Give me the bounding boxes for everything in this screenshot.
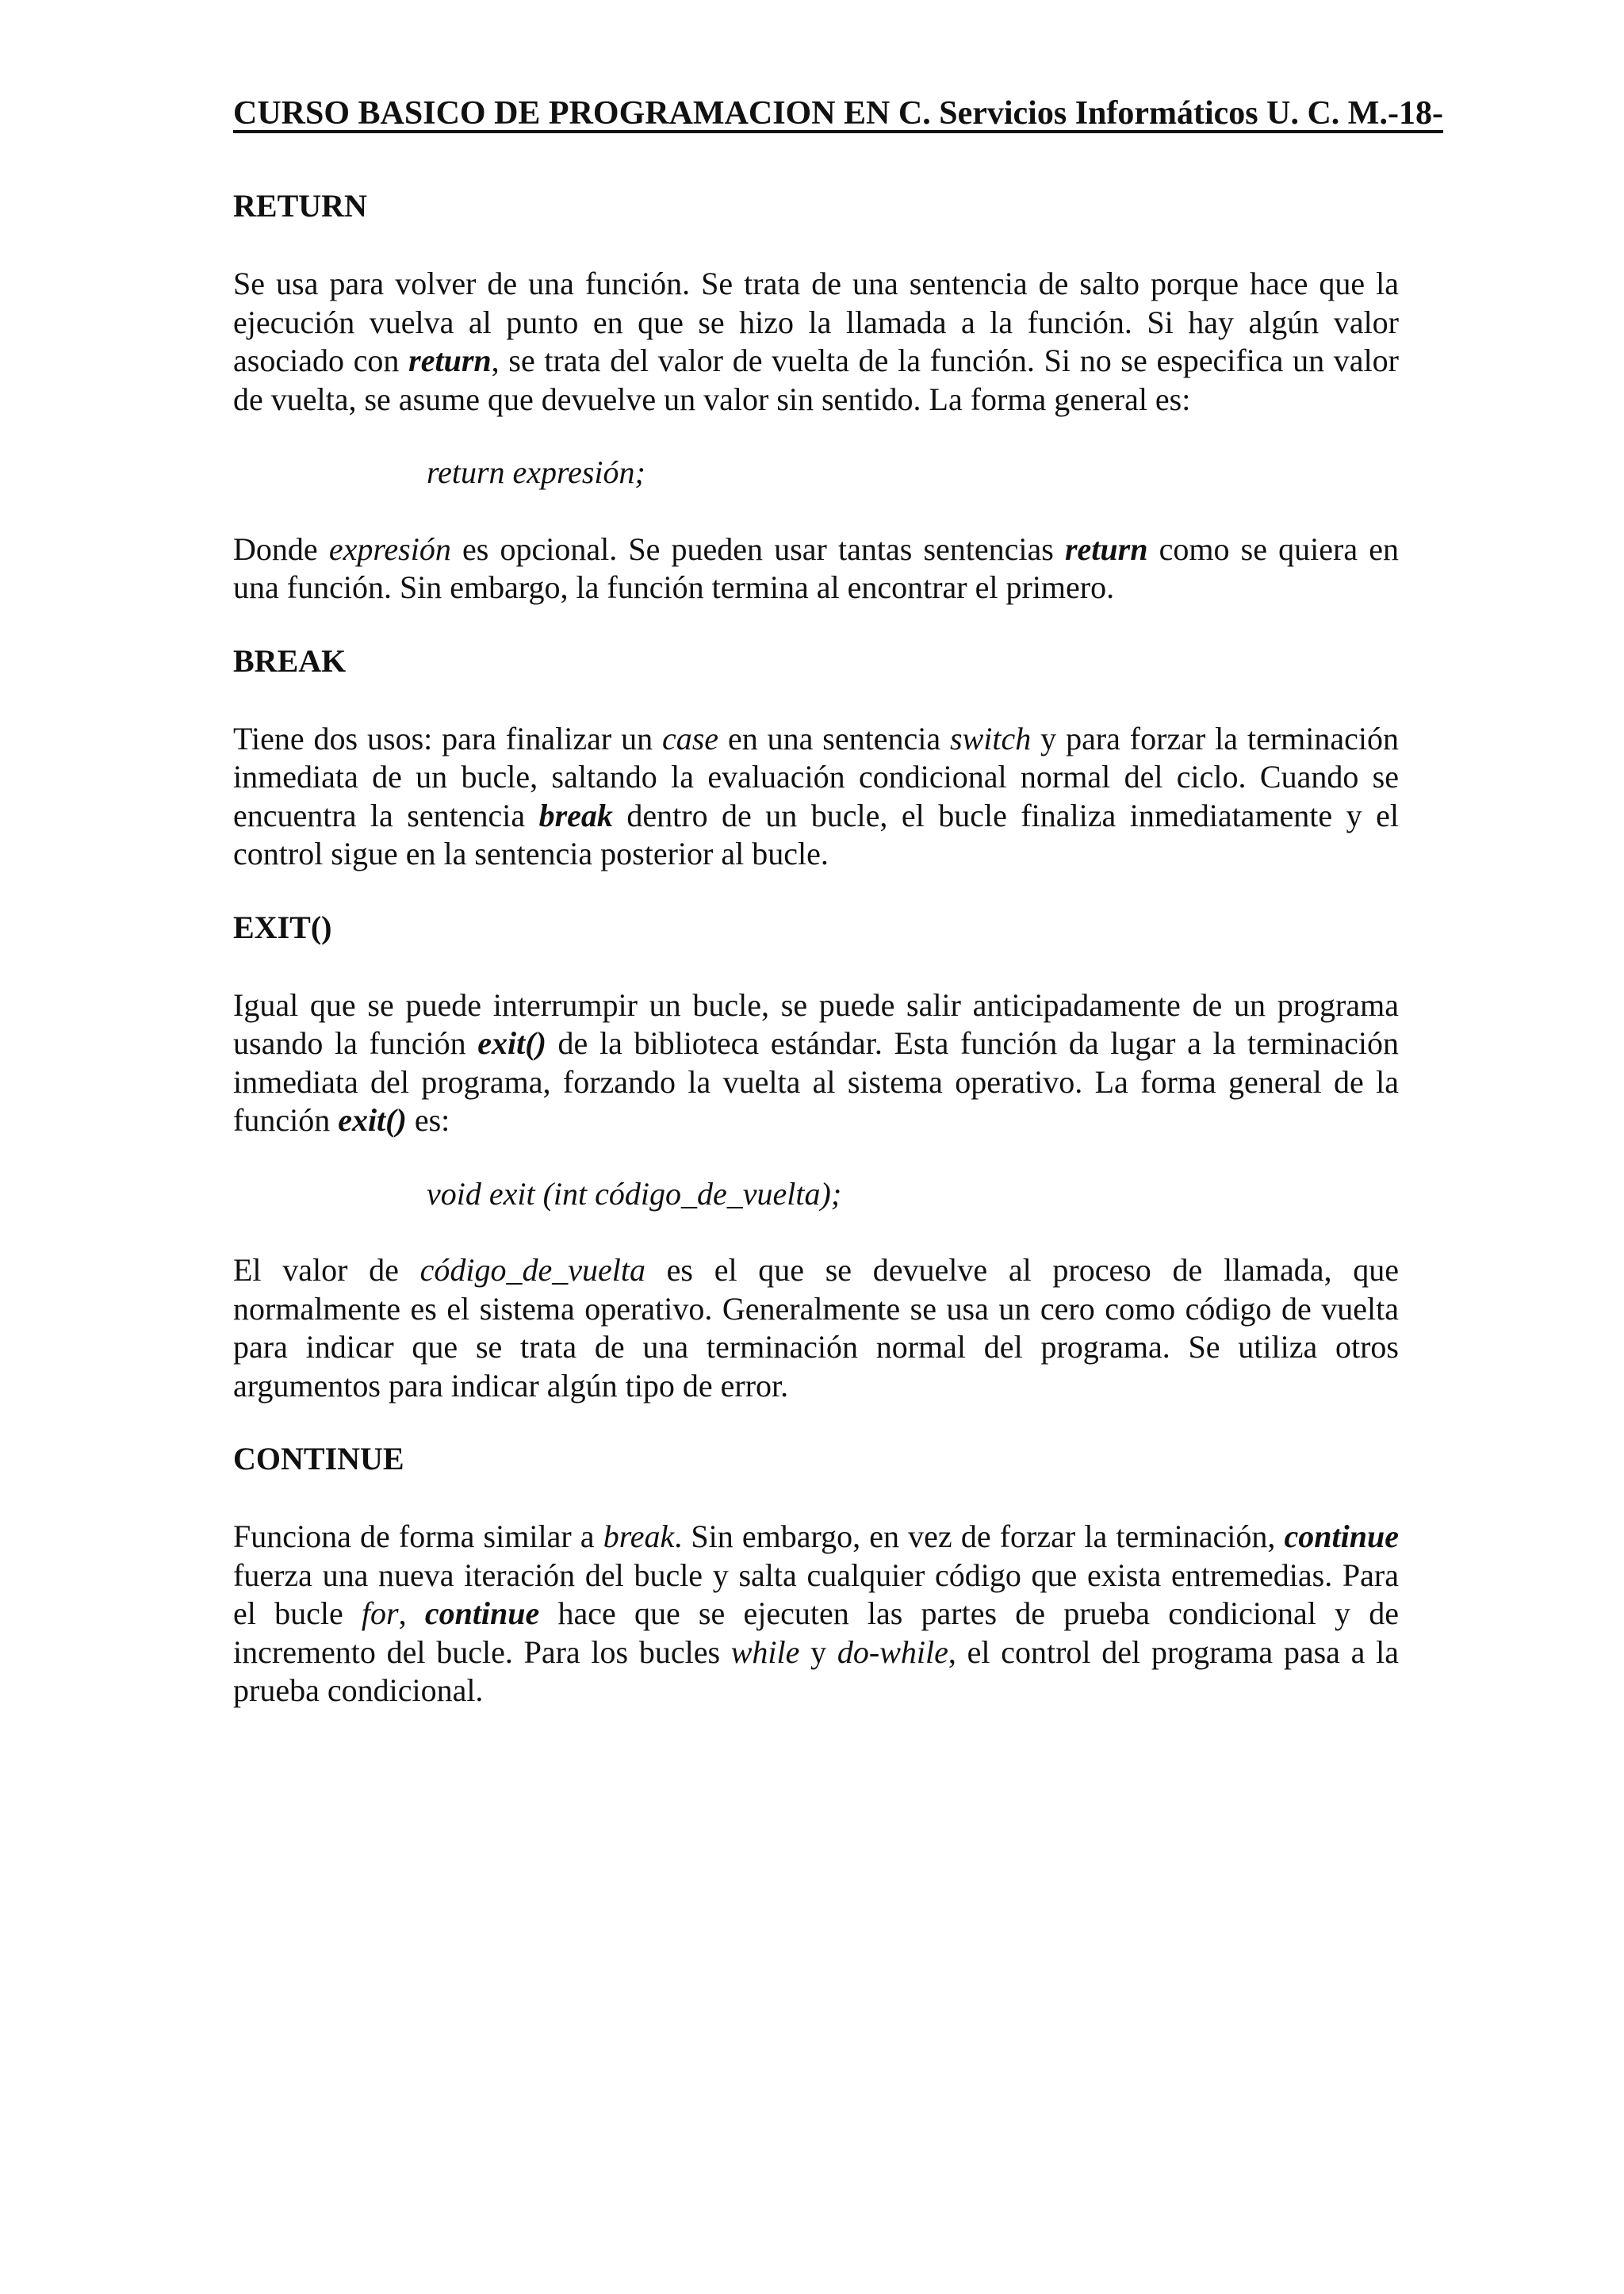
keyword-continue: continue [1284, 1518, 1399, 1554]
page-content [233, 187, 1399, 1745]
keyword-case: case [661, 720, 719, 756]
keyword-expresion: expresión [328, 530, 451, 567]
keyword-break: break [603, 1518, 675, 1554]
text-run: Donde [233, 530, 329, 567]
text-run: es opcional. Se pueden usar tantas sentencias [450, 530, 1065, 567]
section-heading-break: BREAK [233, 642, 347, 679]
text-run: , se trata del valor de vuelta de la función. Si no se especifica un valor de vuelta, se asume que devuelve un valor sin sentido. La forma general es: [233, 343, 1399, 417]
text-run: Igual que se puede interrumpir un bucle, se puede salir anticipadamente de un programa usando la función [233, 986, 1399, 1061]
exit-paragraph-2 [233, 1251, 1399, 1405]
text-run: Tiene dos usos: para finalizar un [233, 720, 662, 756]
text-run: es: [406, 1102, 450, 1138]
text-run: y para forzar la terminación inmediata de un bucle, saltando la evaluación condicional normal del ciclo. Cuando se encuentra la sentencia [233, 720, 1399, 833]
text-run: Se usa para volver de una función. Se trata de una sentencia de salto porque hace que la ejecución vuelva al punto en que se hizo la llamada a la función. Si hay algún valor asociado con [233, 266, 1399, 378]
text-run: fuerza una nueva iteración del bucle y salta cualquier código que exista entremedias. Para el bucle [233, 1557, 1399, 1631]
return-paragraph-1 [233, 265, 1399, 419]
exit-syntax: void exit (int código_de_vuelta); [427, 1175, 842, 1212]
keyword-return: return [1064, 530, 1148, 567]
text-run: El valor de [233, 1252, 420, 1288]
keyword-while: while [730, 1633, 800, 1670]
keyword-for: for [361, 1595, 399, 1631]
section-heading-continue: CONTINUE [233, 1441, 404, 1476]
return-paragraph-2 [233, 530, 1399, 607]
keyword-break: break [538, 797, 613, 833]
text-run: Funciona de forma similar a [233, 1518, 603, 1554]
text-run: . Sin embargo, en vez de forzar la terminación, [674, 1518, 1285, 1554]
section-heading-exit: EXIT() [233, 909, 332, 945]
exit-paragraph-1 [233, 986, 1399, 1140]
section-heading-return: RETURN [233, 188, 367, 224]
text-run: hace que se ejecuten las partes de prueba condicional y de incremento del bucle. Para los bucles [233, 1595, 1400, 1670]
keyword-do-while: do-while [837, 1633, 948, 1670]
keyword-switch: switch [950, 720, 1032, 756]
text-run: , [398, 1595, 425, 1631]
text-run: en una sentencia [718, 720, 951, 756]
keyword-continue: continue [424, 1595, 540, 1631]
text-run: de la biblioteca estándar. Esta función da lugar a la terminación inmediata del programa, forzando la vuelta al sistema operativo. La forma general de la función [233, 1025, 1399, 1138]
continue-paragraph-1 [233, 1518, 1399, 1710]
keyword-exit: exit() [477, 1025, 546, 1061]
keyword-codigo-de-vuelta: código_de_vuelta [419, 1252, 645, 1288]
text-run: como se quiera en una función. Sin embargo, la función termina al encontrar el primero. [233, 530, 1399, 605]
text-run: y [799, 1633, 837, 1670]
text-run: dentro de un bucle, el bucle finaliza inmediatamente y el control sigue en la sentencia posterior al bucle. [233, 797, 1400, 871]
text-run: es el que se devuelve al proceso de llamada, que normalmente es el sistema operativo. Generalmente se usa un cero como código de vuelta para indicar que se trata de una terminación normal del programa. Se utiliza otros argumentos para indicar algún tipo de error. [233, 1252, 1399, 1404]
text-run: , el control del programa pasa a la prueba condicional. [233, 1633, 1399, 1708]
page-header: CURSO BASICO DE PROGRAMACION EN C. Servicios Informáticos U. C. M.-18- [233, 95, 1443, 132]
keyword-exit: exit() [338, 1102, 407, 1138]
keyword-return: return [408, 343, 492, 378]
break-paragraph-1 [233, 720, 1399, 874]
return-syntax: return expresión; [427, 454, 645, 490]
